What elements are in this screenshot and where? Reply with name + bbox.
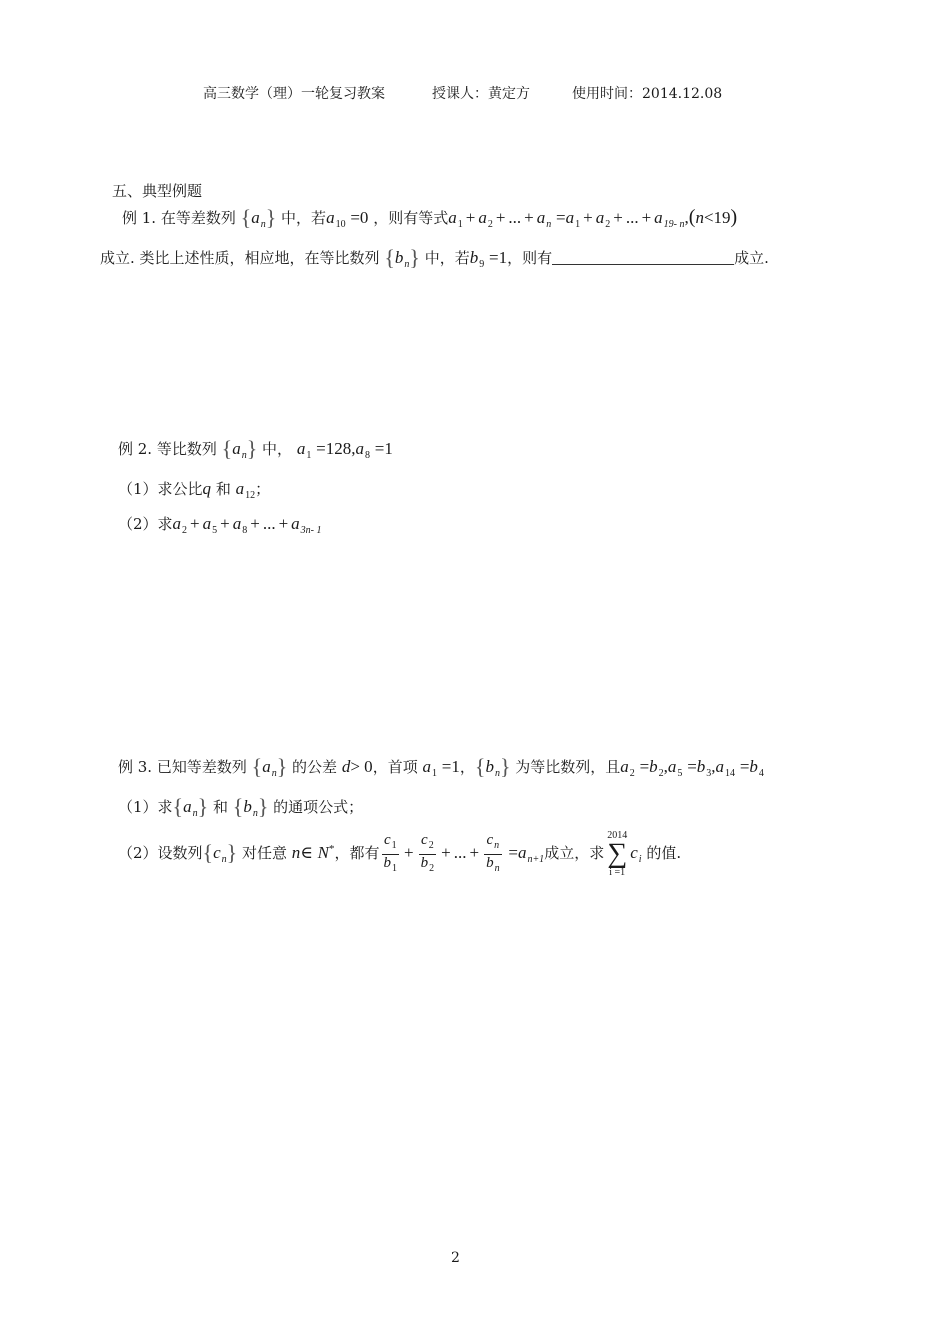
ex3-q2-end: 的值.: [646, 844, 682, 862]
var-a2: a: [595, 208, 605, 227]
ex3-q2-douyou: ，都有: [334, 844, 380, 862]
sub-2: 2: [182, 525, 188, 536]
fraction-numerator: [382, 832, 400, 855]
var-c: c: [383, 831, 391, 848]
ex2-q1-and: 和: [215, 480, 231, 498]
right-brace: }: [257, 794, 269, 819]
answer-blank[interactable]: [552, 250, 734, 265]
sub-n: n: [546, 219, 552, 230]
sub-1: 1: [392, 862, 398, 874]
sub-1: 1: [391, 839, 397, 851]
example-3-question-2: [118, 830, 681, 878]
set-N: N: [317, 843, 330, 862]
sub-1: 1: [457, 219, 463, 230]
ex3-q2-lead: （2）设数列: [118, 844, 203, 862]
equals-sign: =: [739, 757, 750, 776]
value-one: =1: [374, 439, 393, 458]
ex2-zhong: 中，: [262, 440, 293, 458]
example-3-question-1: [118, 794, 363, 820]
plus-sign: +: [469, 843, 480, 862]
sub-10: 10: [335, 219, 346, 230]
element-of-sign: ∈: [300, 843, 313, 862]
ex2-q1-end: ；: [255, 480, 271, 498]
paren-open: (: [688, 206, 696, 228]
fraction-cn-bn: [484, 832, 502, 877]
ellipsis: ...: [453, 843, 467, 862]
plus-sign: +: [190, 514, 200, 533]
ex1-lead: 例 1. 在等差数列: [122, 209, 236, 227]
sub-1: 1: [431, 768, 437, 779]
ex3-q1-and: 和: [212, 798, 228, 816]
sub-1: 1: [575, 219, 581, 230]
plus-sign: +: [441, 843, 451, 862]
sub-n: n: [241, 450, 247, 461]
plus-sign: +: [641, 208, 652, 227]
sub-8: 8: [242, 525, 248, 536]
right-brace: }: [197, 794, 209, 819]
equals-sign: =: [508, 843, 518, 862]
sub-n: n: [494, 839, 500, 851]
var-a: a: [183, 797, 192, 816]
right-brace: }: [499, 754, 511, 779]
sub-2: 2: [429, 862, 435, 874]
ex2-q1-lead: （1）求公比: [118, 480, 203, 498]
fraction-numerator: [484, 832, 502, 855]
sub-3n-1: 3n- 1: [300, 525, 322, 536]
plus-sign: +: [220, 514, 230, 533]
sub-n-plus-1: n+1: [527, 854, 545, 865]
plus-sign: +: [583, 208, 593, 227]
var-b3: b: [696, 757, 706, 776]
example-2-question-1: [118, 478, 270, 501]
right-brace: }: [246, 436, 258, 461]
fraction-denominator: [382, 855, 400, 877]
sub-14: 14: [725, 768, 736, 779]
var-c: c: [486, 831, 494, 848]
ex1-line2-b: 中，若: [424, 249, 470, 267]
header-time: 使用时间：2014.12.08: [572, 86, 723, 102]
sub-4: 4: [758, 768, 764, 779]
sub-5: 5: [677, 768, 683, 779]
equals-sign: =: [687, 757, 697, 776]
var-a10: a: [326, 208, 335, 227]
ex3-q1-lead: （1）求: [118, 798, 173, 816]
sub-n: n: [192, 808, 198, 819]
left-brace: {: [251, 754, 263, 779]
sub-5: 5: [212, 525, 218, 536]
summation: [607, 830, 627, 878]
var-a2: a: [478, 208, 487, 227]
var-b: b: [394, 248, 404, 267]
sub-i: i: [638, 854, 642, 865]
ex3-q2-renyi: 对任意: [242, 844, 288, 862]
equals-sign: =: [556, 208, 566, 227]
var-a5: a: [667, 757, 677, 776]
sub-2: 2: [605, 219, 611, 230]
plus-sign: +: [278, 514, 289, 533]
plus-sign: +: [613, 208, 623, 227]
var-a12: a: [235, 479, 245, 498]
comma: ,: [663, 757, 668, 776]
var-a2: a: [620, 757, 629, 776]
right-brace: }: [276, 754, 288, 779]
ex2-lead: 例 2. 等比数列: [118, 440, 217, 458]
paren-close: ): [730, 206, 738, 228]
var-a1: a: [422, 757, 431, 776]
comma: ,: [684, 208, 689, 227]
var-a: a: [262, 757, 271, 776]
sub-n: n: [252, 808, 258, 819]
fraction-denominator: [484, 855, 502, 877]
ex3-dengbi: 为等比数列，且: [515, 758, 621, 776]
var-a: a: [232, 439, 241, 458]
var-b2: b: [649, 757, 658, 776]
left-brace: {: [384, 245, 395, 270]
left-brace: {: [474, 754, 486, 779]
var-b: b: [486, 854, 494, 871]
value-one: =1: [441, 757, 460, 776]
ex1-line2-a: 成立. 类比上述性质，相应地，在等比数列: [100, 249, 380, 267]
plus-sign: +: [495, 208, 506, 227]
fraction-c2-b2: [419, 832, 437, 877]
example-3-statement: [118, 754, 764, 780]
var-b: b: [485, 757, 494, 776]
var-a1: a: [296, 439, 306, 458]
right-brace: }: [265, 205, 277, 230]
sub-9: 9: [479, 259, 485, 270]
header-title: 高三数学（理）一轮复习教案: [203, 86, 385, 102]
var-ci: c: [630, 843, 638, 862]
sub-n: n: [221, 854, 227, 865]
comma: ，: [459, 758, 475, 776]
var-d: d: [341, 757, 351, 776]
left-brace: {: [221, 436, 233, 461]
var-a14: a: [715, 757, 725, 776]
sum-lower: i =1: [609, 867, 626, 878]
var-c: c: [421, 831, 428, 848]
var-a2: a: [172, 514, 182, 533]
sub-3: 3: [706, 768, 712, 779]
var-b: b: [243, 797, 252, 816]
var-a19n: a: [654, 208, 663, 227]
value-zero: =0: [350, 208, 369, 227]
plus-sign: +: [465, 208, 476, 227]
example-2-question-2: [118, 513, 322, 536]
var-a8: a: [355, 439, 364, 458]
left-brace: {: [202, 840, 214, 865]
var-b9: b: [469, 248, 479, 267]
star-superscript: *: [329, 843, 335, 855]
plus-sign: +: [250, 514, 260, 533]
example-1-line-1: [122, 205, 737, 231]
less-than-19: <19: [703, 208, 731, 227]
plus-sign: +: [404, 843, 414, 862]
sub-n: n: [404, 259, 410, 270]
var-a1: a: [448, 208, 457, 227]
ex1-zhong: 中，若: [281, 209, 327, 227]
sub-n: n: [260, 219, 266, 230]
ex3-gongcha: 的公差: [292, 758, 338, 776]
right-brace: }: [226, 840, 238, 865]
sigma-symbol: ∑: [607, 838, 628, 869]
sub-n: n: [494, 862, 500, 874]
sub-2: 2: [428, 839, 434, 851]
var-a5: a: [202, 514, 212, 533]
ex1-line2-d: 成立.: [734, 249, 769, 267]
equals-sign: =: [639, 757, 650, 776]
value-128: =128,: [316, 439, 356, 458]
section-title: 五、典型例题: [112, 182, 203, 200]
var-a8: a: [232, 514, 242, 533]
sub-2: 2: [487, 219, 493, 230]
var-an: a: [536, 208, 546, 227]
greater-than-zero: > 0: [350, 757, 373, 776]
ex3-shouxiang: ，首项: [372, 758, 418, 776]
sub-n: n: [271, 768, 277, 779]
example-1-line-2: [100, 245, 769, 271]
sub-n: n: [494, 768, 500, 779]
ellipsis: ...: [508, 208, 522, 227]
ex3-q1-end: 的通项公式；: [273, 798, 364, 816]
sub-8: 8: [364, 450, 370, 461]
var-n: n: [695, 208, 704, 227]
left-brace: {: [240, 205, 252, 230]
ex3-lead: 例 3. 已知等差数列: [118, 758, 247, 776]
var-b: b: [420, 854, 429, 871]
plus-sign: +: [524, 208, 534, 227]
fraction-denominator: [419, 855, 437, 877]
ellipsis: ...: [262, 514, 276, 533]
var-n: n: [291, 843, 301, 862]
page-number: 2: [451, 1250, 460, 1266]
ellipsis: ...: [625, 208, 639, 227]
right-brace: }: [409, 245, 420, 270]
sub-2: 2: [658, 768, 664, 779]
sub-12: 12: [245, 490, 256, 501]
value-one: =1: [489, 248, 508, 267]
sub-2: 2: [629, 768, 635, 779]
fraction-c1-b1: [382, 832, 400, 877]
ex2-q2-lead: （2）求: [118, 515, 173, 533]
var-b: b: [383, 854, 392, 871]
var-a: a: [251, 208, 260, 227]
comma: ,: [711, 757, 716, 776]
var-an1: a: [517, 843, 527, 862]
left-brace: {: [172, 794, 184, 819]
fraction-numerator: [419, 832, 437, 855]
left-brace: {: [232, 794, 244, 819]
var-a1: a: [565, 208, 575, 227]
sum-upper: 2014: [607, 830, 628, 841]
var-c: c: [213, 843, 221, 862]
var-b4: b: [749, 757, 758, 776]
header-teacher: 授课人：黄定方: [432, 86, 530, 102]
ex3-q2-cheng: 成立，求: [544, 844, 605, 862]
example-2-statement: [118, 436, 393, 462]
sub-19-n: 19- n: [663, 219, 685, 230]
sub-1: 1: [306, 450, 312, 461]
var-q: q: [202, 479, 212, 498]
var-a3n1: a: [291, 514, 300, 533]
ex1-then: ，则有等式: [373, 209, 449, 227]
ex1-line2-c: ，则有: [507, 249, 553, 267]
